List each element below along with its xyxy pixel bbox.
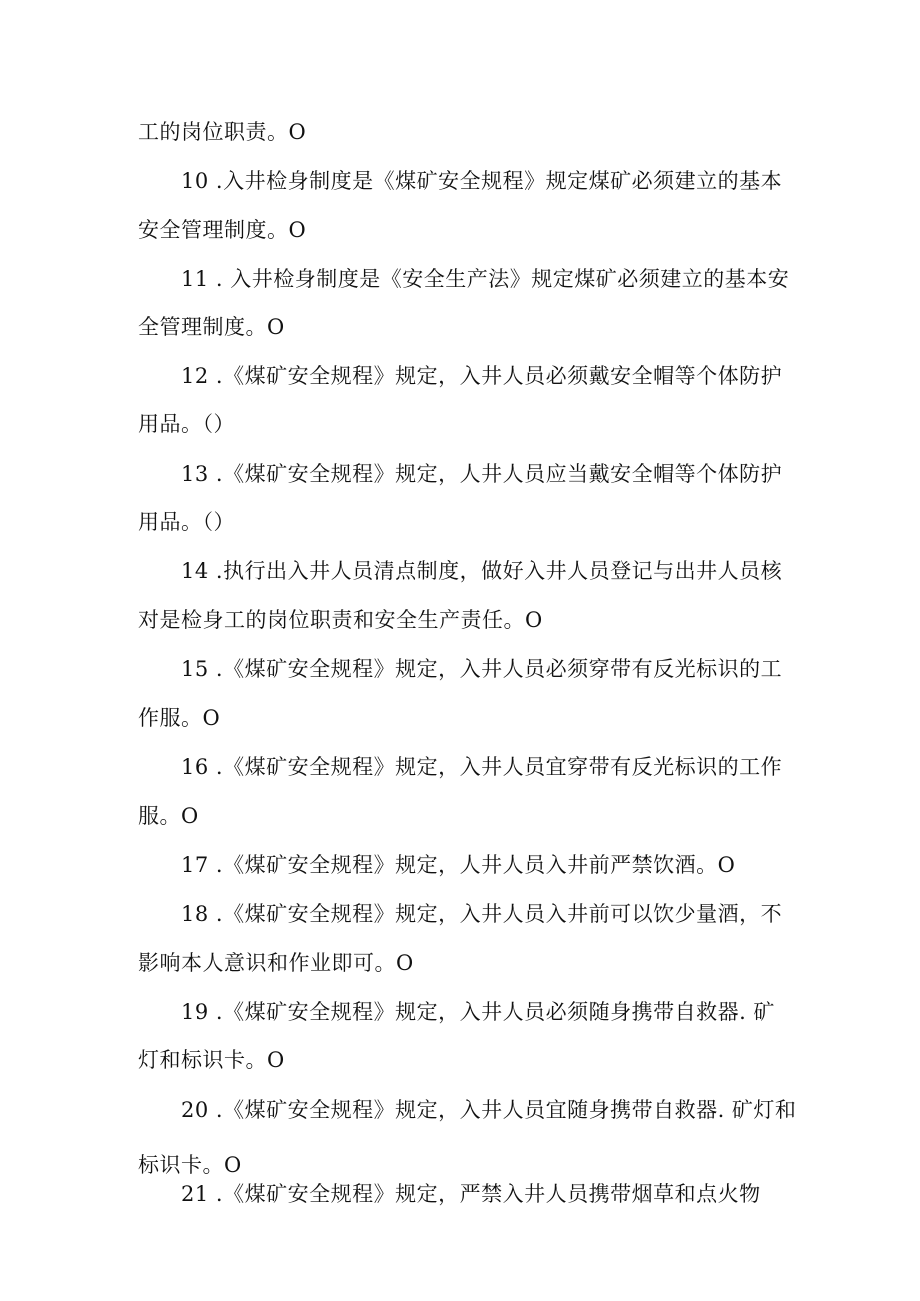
- item-20-line-1: 20 .《煤矿安全规程》规定，入井人员宜随身携带自救器. 矿灯和: [181, 1098, 797, 1122]
- item-16-line-2: 服。O: [138, 804, 199, 828]
- item-10-line-1: 10 .入井检身制度是《煤矿安全规程》规定煤矿必须建立的基本: [181, 169, 783, 193]
- item-15-line-2: 作服。O: [138, 706, 221, 730]
- item-20-line-2: 标识卡。O: [138, 1153, 242, 1177]
- item-10-line-2: 安全管理制度。O: [138, 218, 307, 242]
- item-19-line-1: 19 .《煤矿安全规程》规定，入井人员必须随身携带自救器. 矿: [181, 1000, 775, 1024]
- item-14-line-1: 14 .执行出入井人员清点制度，做好入井人员登记与出井人员核: [181, 559, 783, 583]
- item-11-line-2: 全管理制度。O: [138, 315, 285, 339]
- text-line-1: 工的岗位职责。O: [138, 120, 307, 144]
- item-19-line-2: 灯和标识卡。O: [138, 1048, 285, 1072]
- item-15-line-1: 15 .《煤矿安全规程》规定，入井人员必须穿带有反光标识的工: [181, 657, 783, 681]
- item-21-line-1: 21 .《煤矿安全规程》规定，严禁入井人员携带烟草和点火物: [181, 1182, 761, 1206]
- item-13-line-1: 13 .《煤矿安全规程》规定，人井人员应当戴安全帽等个体防护: [181, 462, 783, 486]
- item-12-line-1: 12 .《煤矿安全规程》规定，入井人员必须戴安全帽等个体防护: [181, 364, 783, 388]
- item-13-line-2: 用品。（）: [138, 510, 235, 534]
- item-11-line-1: 11 . 入井检身制度是《安全生产法》规定煤矿必须建立的基本安: [181, 267, 790, 291]
- item-12-line-2: 用品。（）: [138, 412, 235, 436]
- item-14-line-2: 对是检身工的岗位职责和安全生产责任。O: [138, 608, 543, 632]
- item-16-line-1: 16 .《煤矿安全规程》规定，入井人员宜穿带有反光标识的工作: [181, 755, 783, 779]
- item-18-line-1: 18 .《煤矿安全规程》规定，入井人员入井前可以饮少量酒，不: [181, 902, 783, 926]
- item-17-line-1: 17 .《煤矿安全规程》规定，人井人员入井前严禁饮酒。O: [181, 853, 736, 877]
- item-18-line-2: 影响本人意识和作业即可。O: [138, 951, 414, 975]
